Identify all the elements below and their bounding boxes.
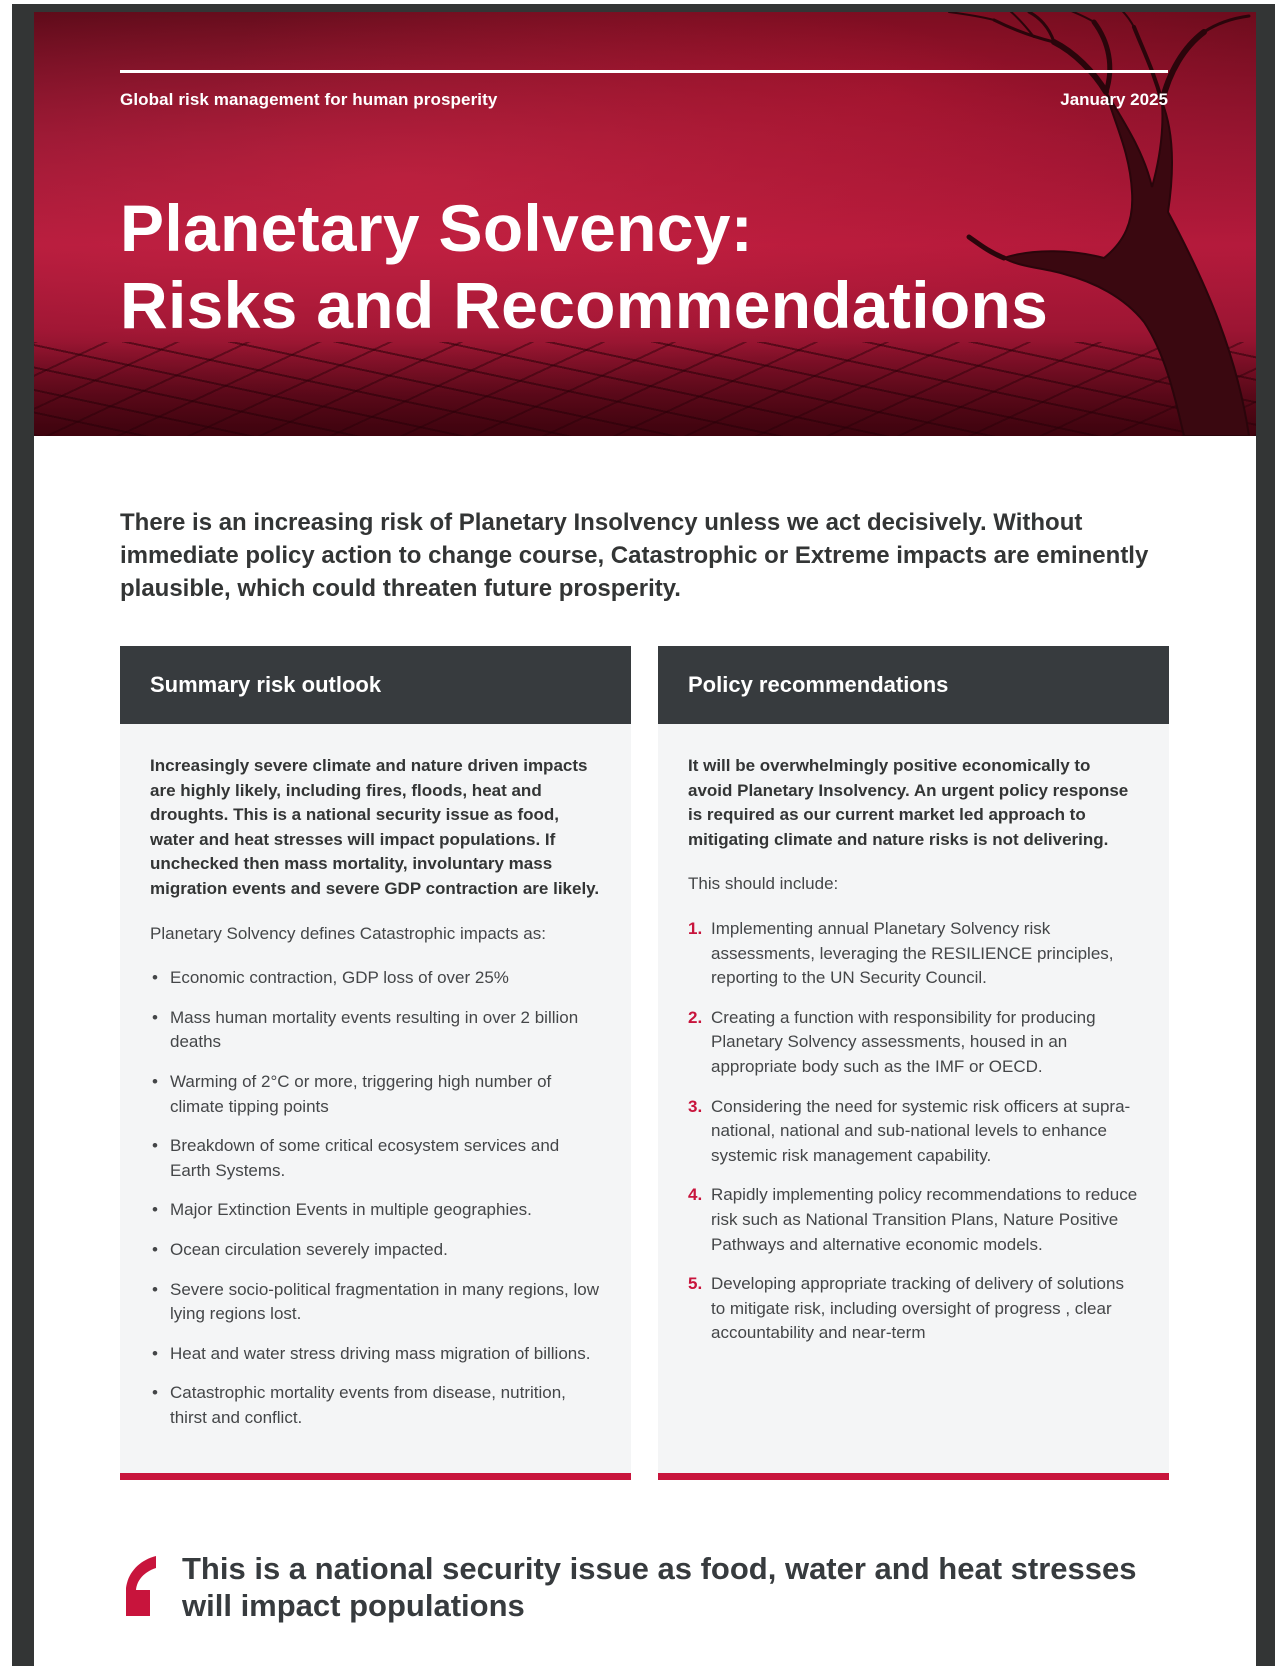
bullet-icon: • (152, 1007, 158, 1027)
hero-banner (34, 12, 1256, 436)
title-line-1: Planetary Solvency: (120, 191, 753, 265)
panel-accent-bar (120, 1473, 631, 1480)
frame-border-left (12, 4, 34, 1666)
bullet-icon: • (152, 1239, 158, 1259)
publication-date: January 2025 (1060, 90, 1168, 109)
pull-quote-line-2: will impact populations (182, 1588, 525, 1623)
policy-intro: This should include: (688, 874, 839, 894)
frame-border-top (12, 4, 1275, 12)
list-item: 2. Creating a function with responsibility for producing Planetary Solvency assessments, housed in an appropriate body such as the IMF or OECD. (688, 1007, 1096, 1076)
policy-body (658, 724, 1169, 1346)
summary-lead: Increasingly severe climate and nature driven impacts are highly likely, including fires, floods, heat and droughts. This is a national security issue as food, water and heat stresses will impact populations. If unchecked then mass mortality, involuntary mass migration events and severe GDP contraction are likely. (150, 756, 600, 898)
bullet-icon: • (152, 1343, 158, 1363)
intro-statement: There is an increasing risk of Planetary Insolvency unless we act decisively. Without immediate policy action to change course, Catastrophic or Extreme impacts are eminently plausible, which could threaten future prosperity. (120, 509, 1149, 602)
list-item: 5. Developing appropriate tracking of delivery of solutions to mitigate risk, including oversight of progress , clear accountability and near-term (688, 1274, 1124, 1343)
list-item: • Severe socio-political fragmentation in many regions, low lying regions lost. (152, 1279, 599, 1324)
quote-mark-icon (120, 1554, 160, 1618)
pull-quote (182, 1550, 1182, 1624)
recommendations-list (688, 917, 1139, 1346)
tagline: Global risk management for human prosperity (120, 90, 498, 109)
summary-body (120, 724, 631, 1430)
list-item: • Major Extinction Events in multiple geographies. (150, 1198, 601, 1223)
bullet-icon: • (152, 968, 158, 988)
list-item: • Breakdown of some critical ecosystem services and Earth Systems. (152, 1136, 560, 1180)
list-item: • Mass human mortality events resulting in over 2 billion deaths (152, 1007, 579, 1052)
list-item: • Heat and water stress driving mass migration of billions. (150, 1342, 601, 1367)
frame-border-right (1256, 4, 1275, 1666)
list-item: 3. Considering the need for systemic risk officers at supra-national, national and sub-national levels to enhance systemic risk management capability. (688, 1096, 1131, 1165)
bullet-icon: • (152, 1279, 158, 1299)
list-item: 1. Implementing annual Planetary Solvency risk assessments, leveraging the RESILIENCE principles, reporting to the UN Security Council. (688, 918, 1114, 988)
title-line-2: Risks and Recommendations (120, 268, 1049, 342)
list-item: • Catastrophic mortality events from disease, nutrition, thirst and conflict. (152, 1383, 566, 1427)
list-item: • Economic contraction, GDP loss of over 25% (150, 966, 601, 991)
page-title (120, 190, 1048, 344)
bullet-icon: • (152, 1136, 158, 1156)
summary-heading: Summary risk outlook (120, 646, 631, 724)
summary-risk-panel (120, 646, 631, 1480)
catastrophic-impacts-list (150, 966, 601, 1430)
policy-heading: Policy recommendations (658, 646, 1169, 724)
pull-quote-line-1: This is a national security issue as food, water and heat stresses (182, 1551, 1137, 1586)
list-item: • Ocean circulation severely impacted. (150, 1238, 601, 1263)
panel-accent-bar (658, 1473, 1169, 1480)
summary-intro: Planetary Solvency defines Catastrophic impacts as: (150, 923, 546, 943)
policy-lead: It will be overwhelmingly positive economically to avoid Planetary Insolvency. An urgent policy response is required as our current market led approach to mitigating climate and nature risks is not delivering. (688, 756, 1129, 849)
list-item: 4. Rapidly implementing policy recommendations to reduce risk such as National Transition Plans, Nature Positive Pathways and alternative economic models. (688, 1185, 1138, 1254)
bullet-icon: • (152, 1383, 158, 1403)
bullet-icon: • (152, 1071, 158, 1091)
list-item: • Warming of 2°C or more, triggering high number of climate tipping points (152, 1071, 552, 1116)
header-rule (120, 70, 1168, 73)
document-page (34, 12, 1256, 1666)
policy-recommendations-panel (658, 646, 1169, 1480)
bullet-icon: • (152, 1200, 158, 1220)
